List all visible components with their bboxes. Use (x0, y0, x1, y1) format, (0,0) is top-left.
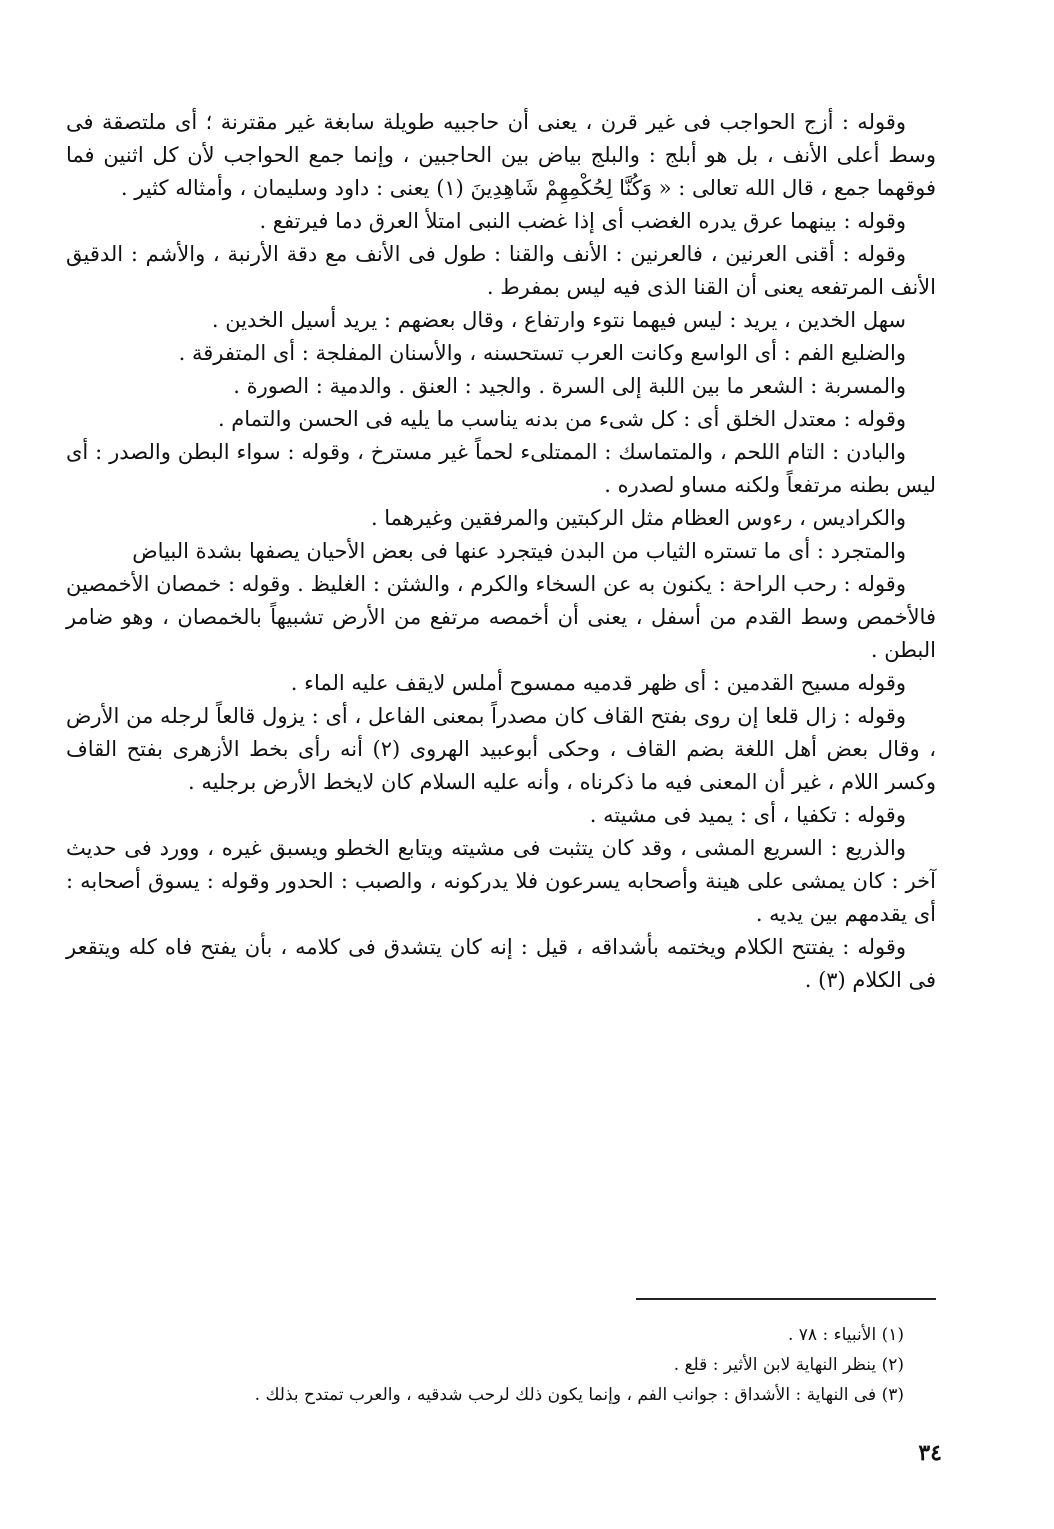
paragraph: وقوله : تكفيا ، أى : يميد فى مشيته . (589, 803, 906, 827)
paragraph: والبادن : التام اللحم ، والمتماسك : الممتلىء لحماً غير مسترخ ، وقوله : سواء البطن والصدر : أى ليس بطنه مرتفعاً ولكنه مساو لصدره . (66, 440, 936, 497)
paragraph: وقوله : أزج الحواجب فى غير قرن ، يعنى أن حاجبيه طويلة سابغة غير مقترنة ؛ أى ملتصقة فى وسط أعلى الأنف ، بل هو أبلج : والبلج بياض بين الحاجبين ، وإنما جمع الحواجب لأن كل اثنين فما فوقهما جمع ، قال الله تعالى : « وَكُنَّا لِحُكْمِهِمْ شَاهِدِينَ (١) يعنى : داود وسليمان ، وأمثاله كثير . (66, 110, 936, 200)
footnote: (١) الأنبياء : ٧٨ . (787, 1325, 904, 1345)
paragraph: والذريع : السريع المشى ، وقد كان يتثبت فى مشيته ويتابع الخطو ويسبق غيره ، وورد فى حديث آخر : كان يمشى على هينة وأصحابه يسرعون فلا يدركونه ، والصبب : الحدور وقوله : يسوق أصحابه : أى يقدمهم بين يديه . (66, 836, 936, 926)
footnotes (120, 1320, 904, 1410)
paragraph: وقوله مسيح القدمين : أى ظهر قدميه ممسوح أملس لايقف عليه الماء . (290, 671, 906, 695)
footnote-divider (636, 1298, 936, 1300)
page-number: ٣٤ (918, 1440, 942, 1466)
paragraph: والمسربة : الشعر ما بين اللبة إلى السرة . والجيد : العنق . والدمية : الصورة . (233, 374, 906, 398)
paragraph: وقوله : رحب الراحة : يكنون به عن السخاء والكرم ، والشثن : الغليظ . وقوله : خمصان الأخمصين فالأخمص وسط القدم من أسفل ، يعنى أن أخمصه مرتفع من الأرض تشبيهاً بالخمصان ، وهو ضامر البطن . (66, 572, 936, 662)
paragraph: وقوله : يفتتح الكلام ويختمه بأشداقه ، قيل : إنه كان يتشدق فى كلامه ، بأن يفتح فاه كله ويتقعر فى الكلام (٣) . (66, 935, 936, 992)
paragraph: وقوله : زال قلعا إن روى بفتح القاف كان مصدراً بمعنى الفاعل ، أى : يزول قالعاً لرجله من الأرض ، وقال بعض أهل اللغة بضم القاف ، وحكى أبوعبيد الهروى (٢) أنه رأى بخط الأزهرى بفتح القاف وكسر اللام ، غير أن المعنى فيه ما ذكرناه ، وأنه عليه السلام كان لايخط الأرض برجليه . (66, 704, 936, 794)
paragraph: وقوله : بينهما عرق يدره الغضب أى إذا غضب النبى امتلأ العرق دما فيرتفع . (259, 209, 906, 233)
footnote: (٢) ينظر النهاية لابن الأثير : قلع . (673, 1355, 904, 1375)
paragraph: وقوله : أقنى العرنين ، فالعرنين : الأنف والقنا : طول فى الأنف مع دقة الأرنبة ، والأشم : الدقيق الأنف المرتفعه يعنى أن القنا الذى فيه ليس بمفرط . (66, 242, 936, 299)
paragraph: سهل الخدين ، يريد : ليس فيهما نتوء وارتفاع ، وقال بعضهم : يريد أسيل الخدين . (211, 308, 906, 332)
footnote: (٣) فى النهاية : الأشداق : جوانب الفم ، وإنما يكون ذلك لرحب شدقيه ، والعرب تمتدح بذلك . (254, 1385, 904, 1405)
main-text (66, 106, 936, 997)
paragraph: وقوله : معتدل الخلق أى : كل شىء من بدنه يناسب ما يليه فى الحسن والتمام . (217, 407, 906, 431)
paragraph: والكراديس ، رءوس العظام مثل الركبتين والمرفقين وغيرهما . (370, 506, 906, 530)
paragraph: والمتجرد : أى ما تستره الثياب من البدن فيتجرد عنها فى بعض الأحيان يصفها بشدة البياض (132, 539, 906, 563)
paragraph: والضليع الفم : أى الواسع وكانت العرب تستحسنه ، والأسنان المفلجة : أى المتفرقة . (178, 341, 906, 365)
